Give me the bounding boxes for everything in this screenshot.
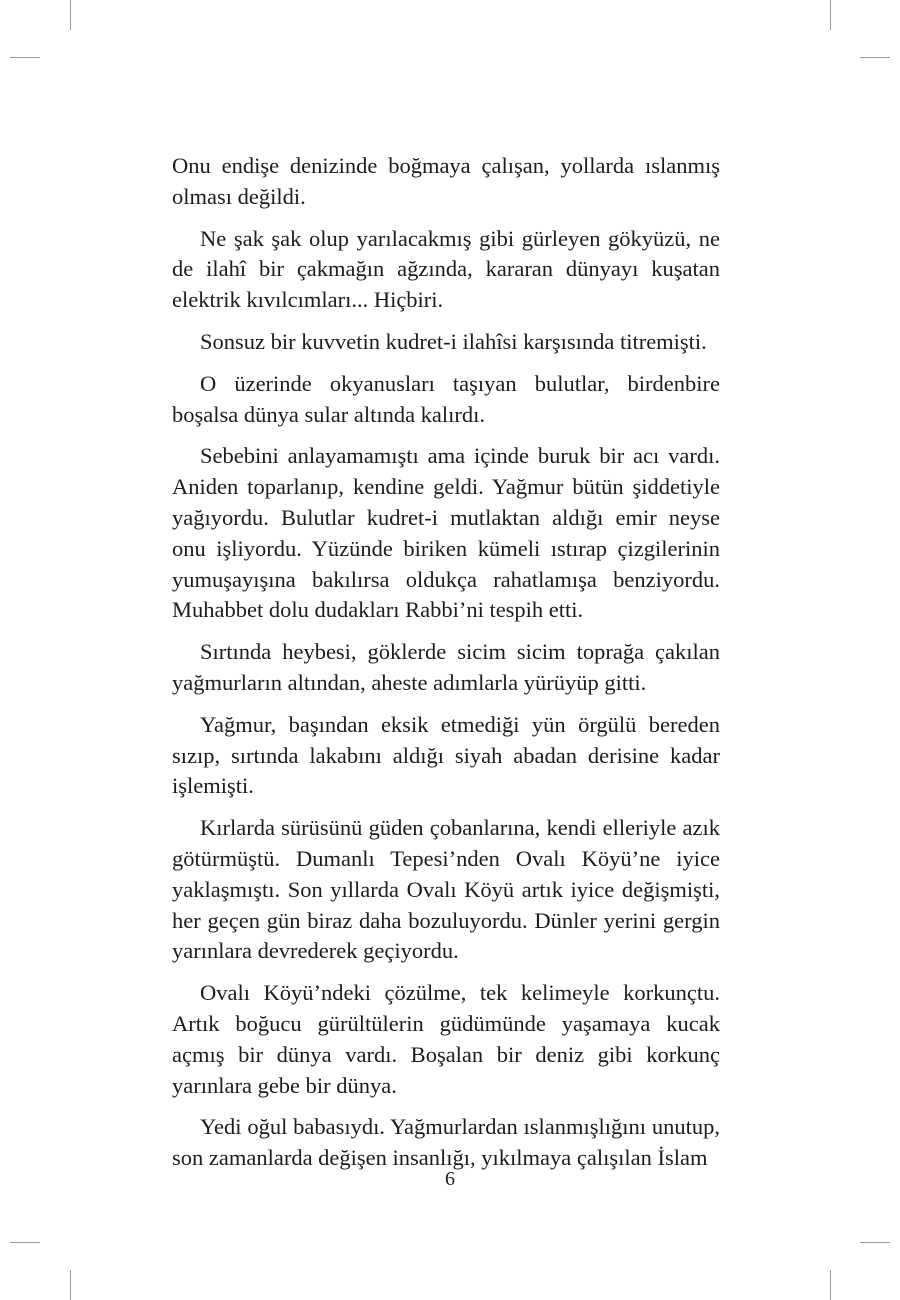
crop-mark-top-left-horizontal — [10, 57, 40, 58]
paragraph: Sırtında heybesi, göklerde sicim sicim toprağa çakılan yağmurların altından, aheste adımlarla yürüyüp gitti. — [172, 639, 720, 695]
crop-mark-bottom-right-horizontal — [860, 1242, 890, 1243]
paragraph: Yedi oğul babasıydı. Yağmurlardan ıslanmışlığını unutup, son zamanlarda değişen insanlığı, yıkılmaya çalışılan İslam — [172, 1114, 720, 1171]
crop-mark-bottom-left-vertical — [70, 1270, 71, 1300]
paragraph: Ne şak şak olup yarılacakmış gibi gürleyen gökyüzü, ne de ilahî bir çakmağın ağzında, kararan dünyayı kuşatan elektrik kıvılcımları... Hiçbiri. — [172, 225, 720, 313]
crop-mark-top-right-vertical — [830, 0, 831, 30]
crop-mark-bottom-left-horizontal — [10, 1242, 40, 1243]
paragraph: O üzerinde okyanusları taşıyan bulutlar, birdenbire boşalsa dünya sular altında kalırdı. — [172, 370, 720, 427]
paragraph: Sebebini anlayamamıştı ama içinde buruk bir acı vardı. Aniden toparlanıp, kendine geldi. Yağmur bütün şiddetiyle yağıyordu. Bulutlar kudret-i mutlaktan aldığı emir neyse onu işliyordu. Yüzünde biriken kümeli ıstırap çizgilerinin yumuşayışına bakılırsa oldukça rahatlamışa benziyordu. Muhabbet dolu dudakları Rabbi’ni tespih etti. — [172, 443, 720, 623]
crop-mark-bottom-right-vertical — [830, 1270, 831, 1300]
body-text — [172, 151, 720, 1185]
paragraph: Yağmur, başından eksik etmediği yün örgülü bereden sızıp, sırtında lakabını aldığı siyah abadan derisine kadar işlemişti. — [172, 711, 720, 799]
paragraph: Ovalı Köyü’ndeki çözülme, tek kelimeyle korkunçtu. Artık boğucu gürültülerin güdümünde yaşamaya kucak açmış bir dünya vardı. Boşalan bir deniz gibi korkunç yarınlara gebe bir dünya. — [172, 980, 720, 1098]
paragraph: Onu endişe denizinde boğmaya çalışan, yollarda ıslanmış olması değildi. — [172, 153, 720, 209]
crop-mark-top-right-horizontal — [860, 57, 890, 58]
crop-mark-top-left-vertical — [70, 0, 71, 30]
page-number: 6 — [445, 1168, 455, 1190]
paragraph: Sonsuz bir kuvvetin kudret-i ilahîsi karşısında titremişti. — [200, 328, 707, 354]
paragraph: Kırlarda sürüsünü güden çobanlarına, kendi elleriyle azık götürmüştü. Dumanlı Tepesi’nden Ovalı Köyü’ne iyice yaklaşmıştı. Son yıllarda Ovalı Köyü artık iyice değişmişti, her geçen gün biraz daha bozuluyordu. Dünler yerini gergin yarınlara devrederek geçiyordu. — [172, 815, 720, 964]
